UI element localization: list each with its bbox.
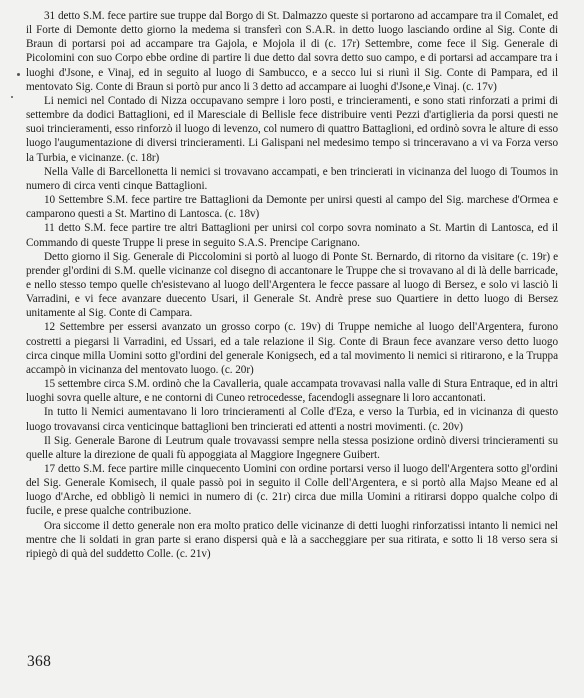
body-text xyxy=(26,9,558,561)
paragraph: 12 Settembre per essersi avanzato un grosso corpo (c. 19v) di Truppe nemiche al luogo dell'Argentera, furono costretti a piegarsi li Varradini, ed Ussari, ed a tale relazione il Sig. Conte di Braun fece avanzare verso detto luogo circa cinque milla Uomini sotto gl'ordini del generale Konigsech, ed a tal movimento li nemici si ritirarono, e la Truppa accampò in vicinanza del mentovato luogo. (c. 20r) xyxy=(26,321,558,376)
paragraph: 10 Settembre S.M. fece partire tre Battaglioni da Demonte per unirsi questi al campo del Sig. marchese d'Ormea e camparono questi a St. Martino di Lantosca. (c. 18v) xyxy=(26,194,558,221)
paragraph: Ora siccome il detto generale non era molto pratico delle vicinanze di detti luoghi rinforzatissi intanto li nemici nel mentre che li soldati in gran parte si erano dispersi quà e là a saccheggiare per sua ritirata, e sotto li 18 verso sera si ripiegò di quà del suddetto Colle. (c. 21v) xyxy=(26,519,558,560)
paragraph: Nella Valle di Barcellonetta li nemici si trovavano accampati, e ben trincierati in vicinanza del luogo di Toumos in numero di circa venti cinque Battaglioni. xyxy=(26,165,558,192)
margin-speck xyxy=(17,73,20,76)
paragraph: Detto giorno il Sig. Generale di Piccolomini si portò al luogo di Ponte St. Bernardo, di ritorno da visitare (c. 19r) e prender gl'ordini di S.M. quelle vicinanze col disegno di accantonare le Truppe che si trovavano al di là delle barricade, e nello stesso tempo quelle ch'esistevano al luogo dell'Argentera le fecce passare al luogo di Bersez, e solo vi lasciò li Varradini, e vi fece avanzare duecento Usari, il Generale St. Andrè prese suo Quartiere in detto luogo di Bersez unitamente al Sig. Conte di Campara. xyxy=(26,250,558,320)
paragraph: 31 detto S.M. fece partire sue truppe dal Borgo di St. Dalmazzo queste si portarono ad accampare tra il Comalet, ed il Forte di Demonte detto giorno la medema si transferì con S.A.R. in detto luogo lasciando ordine al Sig. Conte di Braun di portarsi poi ad accampare tra Gajola, e Mojola il di (c. 17r) Settembre, come fece il Sig. Generale di Picolomini con suo Corpo ebbe ordine di partire li due detto dal sovra detto suo campo, e di portarsi ad accampare tra i luoghi d'Jsone, e Vinaj, ed in seguito al luogo di Sambucco, e a secco lui si riunì il Sig. Conte di Pampara, ed il mentovato Sig. Conte di Braun si portò pur anco li 3 detto ad accampare ai luoghi d'Jsone,e Vinaj. (c. 17v) xyxy=(26,10,558,93)
paragraph: Il Sig. Generale Barone di Leutrum quale trovavassi sempre nella stessa posizione ordinò diversi trincieramenti su quelle alture la direzione de quali fù appoggiata al Maggiore Ingegnere Guibert. xyxy=(26,434,558,461)
paragraph: Li nemici nel Contado di Nizza occupavano sempre i loro posti, e trincieramenti, e sono stati rinforzati a primi di settembre da dodici Battaglioni, ed il Maresciale di Bellisle fece distribuire venti Pezzi d'artiglieria da porsi questi ne suoi trincieramenti, esso rinforzò il luogo di levenzo, col numero di quattro Battaglioni, ed ordinò sovra le alture di esso luogo l'augumentazione di diversi trincieramenti. Li Galispani nel medesimo tempo si trinceravano a vi va Forza verso la Turbia, e vicinanze. (c. 18r) xyxy=(26,94,558,164)
paragraph: 11 detto S.M. fece partire tre altri Battaglioni per unirsi col corpo sovra nominato a St. Martin di Lantosca, ed il Commando di queste Truppe li prese in seguito S.A.S. Prencipe Carignano. xyxy=(26,222,558,249)
paragraph: 17 detto S.M. fece partire mille cinquecento Uomini con ordine portarsi verso il luogo dell'Argentera sotto gl'ordini del Sig. Generale Komisech, il quale passò poi in seguito il Colle dell'Argentera, e si portò alla Majso Meane ed al luogo d'Arche, ed obbligò li nemici in numero di (c. 21r) circa due milla Uomini a ritirarsi doppo qualche colpo di fucile, e prese qualche contribuzione. xyxy=(26,463,558,518)
page-number: 368 xyxy=(27,653,52,670)
paragraph: In tutto li Nemici aumentavano li loro trincieramenti al Colle d'Eza, e verso la Turbia, ed in vicinanza di questo luogo trovavansi circa venticinque battaglioni ben trincierati ed attenti a nostri movimenti. (c. 20v) xyxy=(26,406,558,433)
paragraph: 15 settembre circa S.M. ordinò che la Cavalleria, quale accampata trovavasi nalla valle di Stura Entraque, ed in altri luoghi sovra quelle alture, e ne contorni di Cuneo retrocedesse, facendogli assegnare li loro accantonati. xyxy=(26,378,558,405)
margin-speck xyxy=(11,96,13,98)
